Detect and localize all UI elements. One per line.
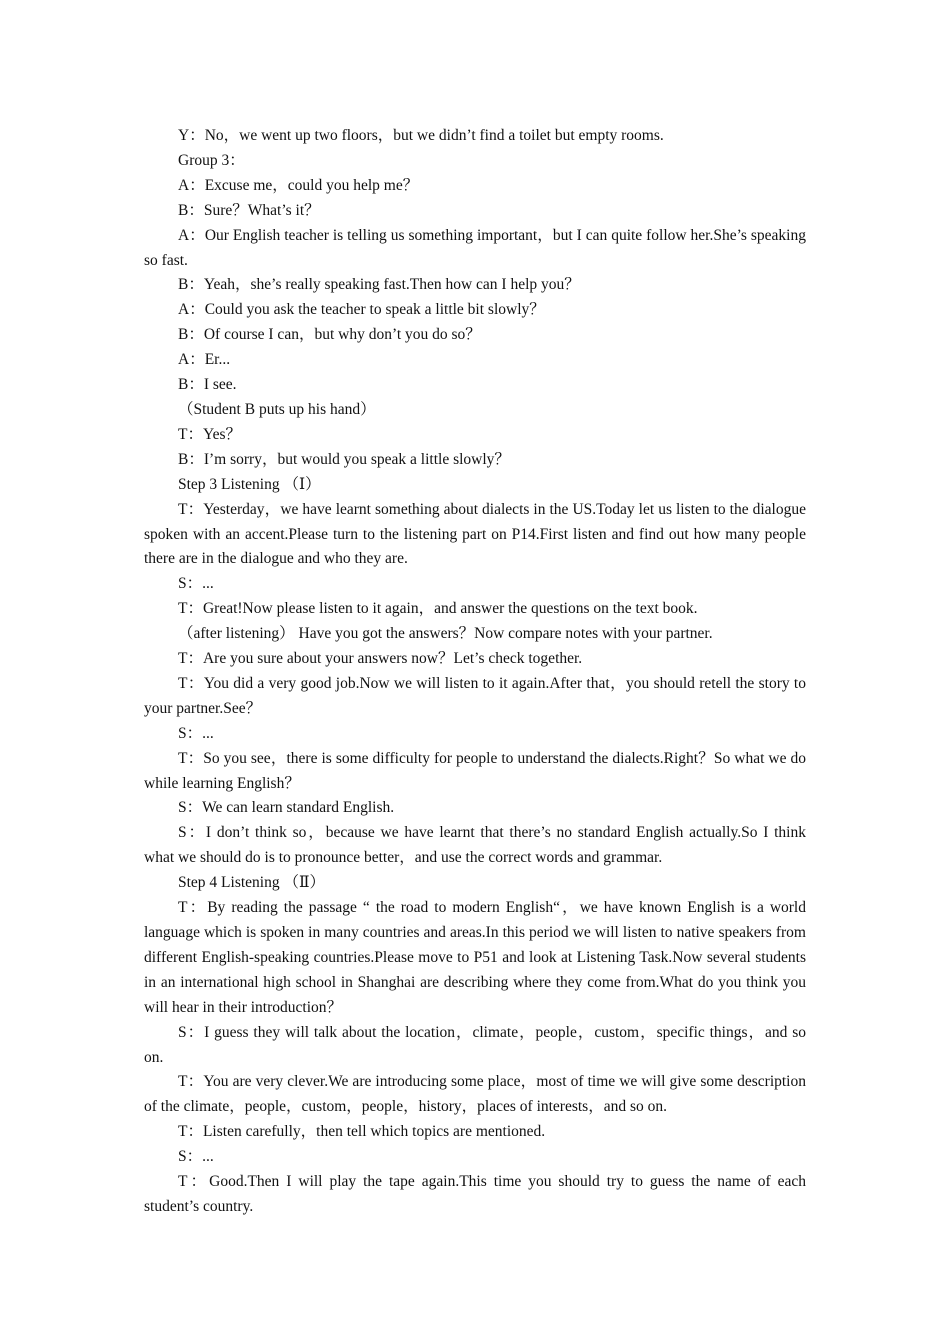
paragraph-stage-direction: （Student B puts up his hand） — [178, 400, 376, 418]
paragraph-s-dont-think-so: S：I don’t think so，because we have learnt that there’s no standard English actually.So I think what we should do is to pronounce better，and use the correct words and grammar. — [144, 824, 806, 867]
paragraph-dialogue-a-teacher: A：Our English teacher is telling us something important，but I can quite follow her.She’s speaking so fast. — [144, 226, 806, 269]
paragraph-t-so-you-see: T：So you see，there is some difficulty for people to understand the dialects.Right？So what we do while learning English？ — [144, 749, 806, 792]
paragraph-dialogue-a-ask: A：Could you ask the teacher to speak a little bit slowly？ — [178, 301, 545, 319]
paragraph-dialogue-t-yes: T：Yes？ — [178, 425, 242, 443]
paragraph-dialogue-a-er: A：Er... — [178, 351, 231, 369]
paragraph-t-great: T：Great!Now please listen to it again，and answer the questions on the text book. — [178, 600, 698, 618]
paragraph-dialogue-a-excuse-me: A：Excuse me，could you help me？ — [178, 176, 419, 194]
paragraph-s-ellipsis-2: S：... — [178, 724, 214, 742]
paragraph-s-ellipsis-1: S：... — [178, 575, 214, 593]
paragraph-dialogue-b-sure: B：Sure？What’s it？ — [178, 201, 320, 219]
paragraph-dialogue-b-sorry: B：I’m sorry，but would you speak a little slowly？ — [178, 450, 510, 468]
paragraph-dialogue-b-of-course: B：Of course I can，but why don’t you do so？ — [178, 326, 481, 344]
paragraph-group-3-heading: Group 3： — [178, 151, 245, 169]
paragraph-dialogue-b-i-see: B：I see. — [178, 376, 237, 394]
document-page — [144, 124, 806, 1220]
paragraph-dialogue-y-reply: Y：No，we went up two floors，but we didn’t find a toilet but empty rooms. — [178, 127, 664, 144]
paragraph-s-i-guess: S：I guess they will talk about the location，climate，people，custom，specific things，and so on. — [144, 1023, 806, 1066]
paragraph-t-yesterday: T：Yesterday，we have learnt something about dialects in the US.Today let us listen to the dialogue spoken with an accent.Please turn to the listening part on P14.First listen and find out how many people there are in the dialogue and who they are. — [144, 500, 806, 568]
paragraph-t-by-reading: T：By reading the passage “ the road to modern English“，we have known English is a world language which is spoken in many countries and areas.In this period we will listen to native speakers from different English-speaking countries.Please move to P51 and look at Listening Task.Now several students in an international high school in Shanghai are describing where they come from.What do you think you will hear in their introduction？ — [144, 899, 806, 1016]
paragraph-s-ellipsis-3: S：... — [178, 1148, 214, 1166]
paragraph-after-listening: （after listening） Have you got the answers？Now compare notes with your partner. — [178, 625, 713, 643]
paragraph-step-3-heading: Step 3 Listening （Ⅰ） — [178, 475, 321, 493]
paragraph-t-are-you-sure: T：Are you sure about your answers now？Let’s check together. — [178, 650, 583, 668]
paragraph-t-very-clever: T：You are very clever.We are introducing some place，most of time we will give some description of the climate，people，custom，people，history，places of interests，and so on. — [144, 1073, 806, 1116]
paragraph-s-standard-english: S：We can learn standard English. — [178, 799, 395, 817]
paragraph-t-good-job: T：You did a very good job.Now we will listen to it again.After that，you should retell the story to your partner.See？ — [144, 674, 806, 717]
paragraph-t-good-then: T：Good.Then I will play the tape again.This time you should try to guess the name of each student’s country. — [144, 1173, 806, 1215]
paragraph-step-4-heading: Step 4 Listening （Ⅱ） — [178, 874, 326, 892]
paragraph-t-listen-carefully: T：Listen carefully，then tell which topics are mentioned. — [178, 1123, 546, 1141]
paragraph-dialogue-b-yeah: B：Yeah，she’s really speaking fast.Then how can I help you？ — [178, 276, 580, 294]
